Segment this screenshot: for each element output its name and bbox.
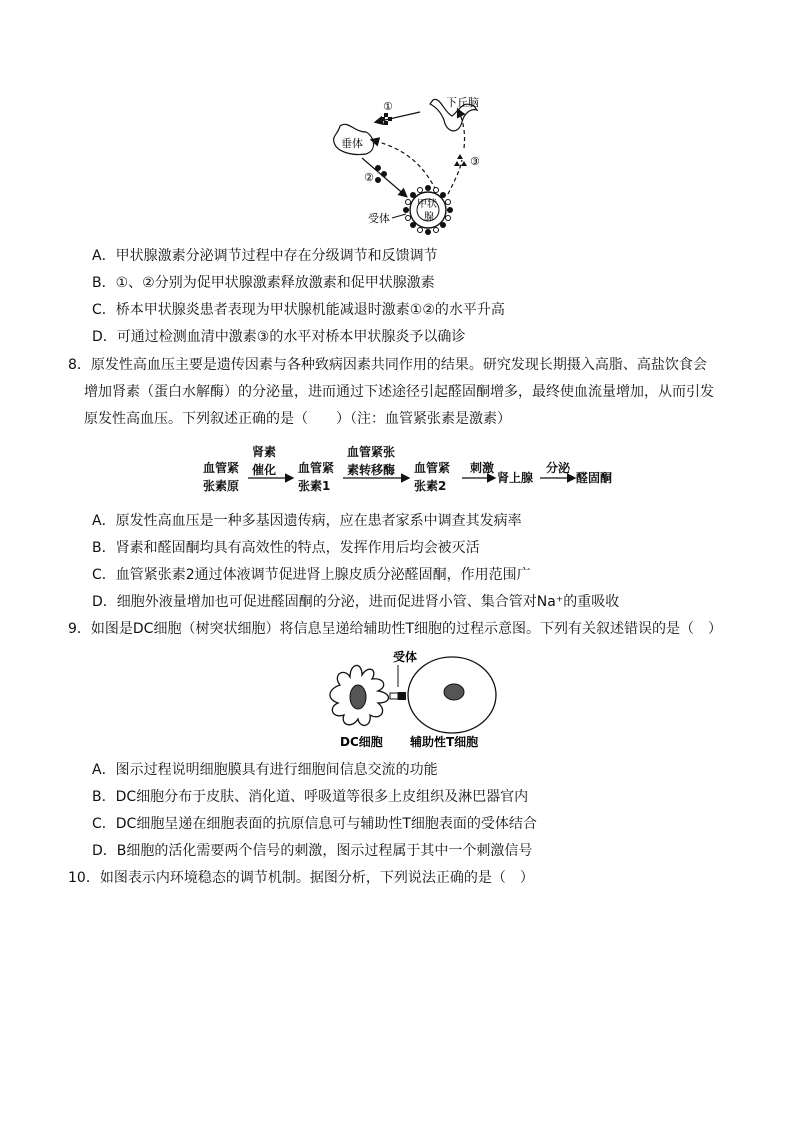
- q8-stem-line-1: 8．原发性高血压主要是遗传因素与各种致病因素共同作用的结果。研究发现长期摄入高脂、高盐饮食会: [68, 357, 707, 373]
- mark-2: ②: [364, 171, 374, 184]
- flow-edge-1b: 催化: [252, 463, 277, 477]
- dc-receptor-label: 受体: [393, 650, 418, 664]
- flow-edge-2b: 素转移酶: [347, 463, 396, 477]
- mark-1: ①: [383, 100, 393, 113]
- receptor-label: 受体: [368, 212, 390, 225]
- flow-node-4: 肾上腺: [497, 471, 534, 485]
- flow-node-3b: 张素2: [414, 479, 447, 493]
- thyroid-regulation-figure: [0, 0, 794, 245]
- q7-option-a: A．甲状腺激素分泌调节过程中存在分级调节和反馈调节: [92, 248, 438, 264]
- q8-option-a: A．原发性高血压是一种多基因遗传病，应在患者家系中调查其发病率: [92, 513, 522, 529]
- q9-option-c: C．DC细胞呈递在细胞表面的抗原信息可与辅助性T细胞表面的受体结合: [92, 816, 537, 832]
- flow-node-5: 醛固酮: [576, 471, 613, 485]
- q7-option-c: C．桥本甲状腺炎患者表现为甲状腺机能减退时激素①②的水平升高: [92, 302, 505, 318]
- q9-option-a: A．图示过程说明细胞膜具有进行细胞间信息交流的功能: [92, 762, 438, 778]
- flow-edge-2a: 血管紧张: [347, 445, 396, 459]
- q10-stem: 10．如图表示内环境稳态的调节机制。据图分析，下列说法正确的是（ ）: [68, 870, 534, 886]
- q8-stem-line-3: 原发性高血压。下列叙述正确的是（ ）（注：血管紧张素是激素）: [84, 411, 511, 427]
- flow-node-1a: 血管紧: [203, 461, 240, 475]
- t-cell-label: 辅助性T细胞: [410, 735, 479, 749]
- pituitary-label: 垂体: [341, 137, 363, 150]
- q8-stem-line-2: 增加肾素（蛋白水解酶）的分泌量，进而通过下述途径引起醛固酮增多，最终使血流量增加，从而引发: [84, 384, 714, 400]
- dc-tcell-figure: [0, 645, 794, 755]
- q7-option-b: B．①、②分别为促甲状腺激素释放激素和促甲状腺激素: [92, 275, 435, 291]
- q9-stem: 9．如图是DC细胞（树突状细胞）将信息呈递给辅助性T细胞的过程示意图。下列有关叙述错误的是（ ）: [68, 621, 723, 637]
- q9-option-d: D．B细胞的活化需要两个信号的刺激，图示过程属于其中一个刺激信号: [92, 843, 533, 859]
- flow-node-2a: 血管紧: [298, 461, 335, 475]
- hypothalamus-label: 下丘脑: [446, 96, 479, 109]
- dc-cell-label: DC细胞: [340, 735, 383, 749]
- q8-option-b: B．肾素和醛固酮均具有高效性的特点，发挥作用后均会被灭活: [92, 540, 480, 556]
- aldosterone-flow-figure: [0, 442, 794, 502]
- flow-edge-4: 分泌: [546, 461, 571, 475]
- flow-node-2b: 张素1: [298, 479, 331, 493]
- q9-option-b: B．DC细胞分布于皮肤、消化道、呼吸道等很多上皮组织及淋巴器官内: [92, 789, 529, 805]
- q8-option-c: C．血管紧张素2通过体液调节促进肾上腺皮质分泌醛固酮，作用范围广: [92, 567, 531, 583]
- flow-edge-1a: 肾素: [252, 445, 277, 459]
- flow-node-3a: 血管紧: [414, 461, 451, 475]
- thyroid-label-2: 腺: [424, 212, 434, 223]
- flow-node-1b: 张素原: [203, 479, 240, 493]
- mark-3: ③: [470, 155, 480, 168]
- q7-option-d: D．可通过检测血清中激素③的水平对桥本甲状腺炎予以确诊: [92, 329, 466, 345]
- q8-option-d: D．细胞外液量增加也可促进醛固酮的分泌，进而促进肾小管、集合管对Na⁺的重吸收: [92, 594, 620, 610]
- flow-edge-3: 刺激: [470, 461, 495, 475]
- thyroid-label-1: 甲状: [417, 199, 437, 210]
